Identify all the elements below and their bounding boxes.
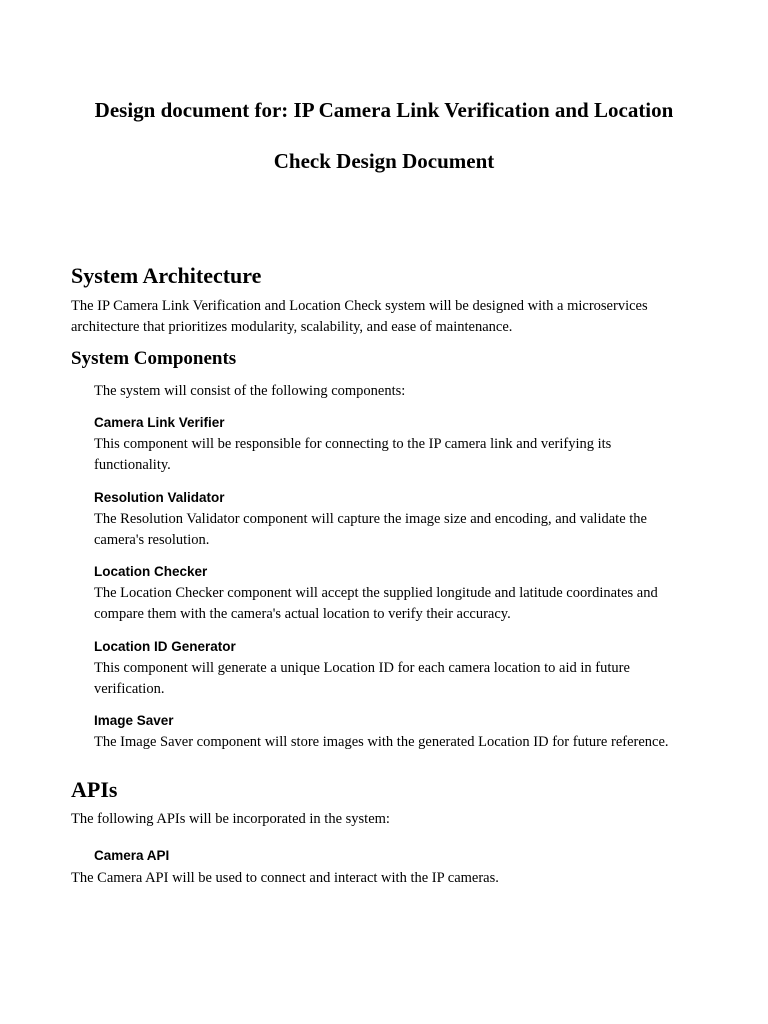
paragraph-line: verification. (94, 681, 165, 697)
component-description-camera-link-verifier (94, 434, 611, 476)
component-name-location-checker: Location Checker (94, 564, 208, 579)
paragraph-line: This component will generate a unique Location ID for each camera location to aid in future (94, 660, 630, 676)
component-description-location-checker (94, 583, 658, 625)
paragraph-line: functionality. (94, 457, 171, 473)
api-description-camera-api: The Camera API will be used to connect and interact with the IP cameras. (71, 870, 499, 886)
apis-intro: The following APIs will be incorporated in the system: (71, 811, 390, 827)
paragraph-line: This component will be responsible for connecting to the IP camera link and verifying its (94, 436, 612, 452)
component-name-camera-link-verifier: Camera Link Verifier (94, 415, 225, 430)
paragraph-line: camera's resolution. (94, 532, 210, 548)
system-architecture-paragraph (71, 296, 648, 338)
system-components-intro: The system will consist of the following components: (94, 383, 406, 399)
section-heading-system-components: System Components (71, 348, 237, 369)
section-heading-apis: APIs (71, 777, 118, 802)
section-heading-system-architecture: System Architecture (71, 263, 262, 288)
paragraph-line: architecture that prioritizes modularity, scalability, and ease of maintenance. (71, 319, 513, 335)
component-description-image-saver (94, 732, 669, 753)
paragraph-line: The Location Checker component will accept the supplied longitude and latitude coordinates and (94, 585, 658, 601)
paragraph-line: The IP Camera Link Verification and Location Check system will be designed with a microservices (71, 298, 648, 314)
paragraph-line: The Resolution Validator component will capture the image size and encoding, and validate the (94, 511, 647, 527)
component-description-resolution-validator (94, 509, 647, 551)
api-name-camera-api: Camera API (94, 848, 170, 863)
component-name-location-id-generator: Location ID Generator (94, 639, 236, 654)
document-title-line-1: Design document for: IP Camera Link Verification and Location (94, 98, 674, 122)
component-name-image-saver: Image Saver (94, 713, 174, 728)
component-name-resolution-validator: Resolution Validator (94, 490, 225, 505)
component-description-location-id-generator (94, 658, 630, 700)
document-title-line-2: Check Design Document (273, 149, 495, 173)
paragraph-line: compare them with the camera's actual location to verify their accuracy. (94, 606, 511, 622)
paragraph-line: The Image Saver component will store images with the generated Location ID for future reference. (94, 734, 669, 750)
